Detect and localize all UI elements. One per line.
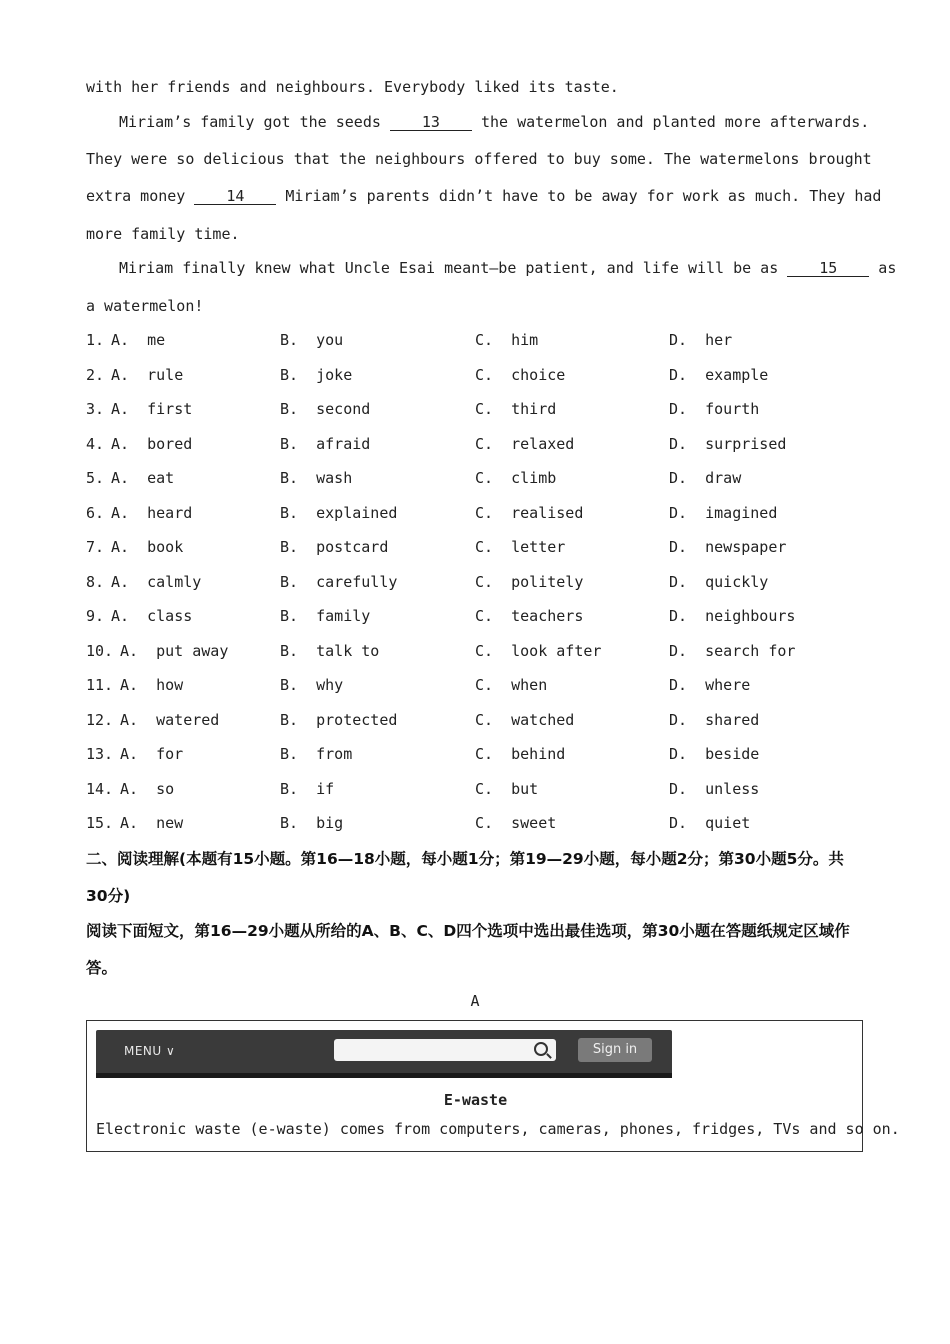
question-number: 6.: [86, 504, 105, 522]
option-c: C. watched: [475, 711, 575, 729]
question-number: 15.: [86, 814, 114, 832]
question-number: 5.: [86, 469, 105, 487]
option-b: B. wash: [280, 469, 353, 487]
question-number: 8.: [86, 573, 105, 591]
option-b: B. joke: [280, 366, 353, 384]
option-d: D. imagined: [669, 504, 778, 522]
passage-text: Miriam’s parents didn’t have to be away for work as much. They had: [276, 187, 882, 205]
passage-text: Miriam finally knew what Uncle Esai meant—be patient, and life will be as: [119, 259, 788, 277]
option-d: D. where: [669, 676, 751, 694]
option-b: B. talk to: [280, 642, 380, 660]
option-c: C. relaxed: [475, 435, 575, 453]
passage-text: as: [869, 259, 897, 277]
option-c: C. when: [475, 676, 548, 694]
question-number: 11.: [86, 676, 114, 694]
option-c: C. politely: [475, 573, 584, 591]
article-title: E-waste: [443, 1091, 508, 1109]
passage-line: a watermelon!: [86, 297, 204, 315]
option-c: C. realised: [475, 504, 584, 522]
option-b: B. big: [280, 814, 344, 832]
question-number: 7.: [86, 538, 105, 556]
passage-line: [119, 259, 896, 277]
option-b: B. afraid: [280, 435, 371, 453]
option-b: B. second: [280, 400, 371, 418]
section-heading-cont: 30分): [86, 887, 131, 905]
option-c: C. behind: [475, 745, 566, 763]
option-a: A. heard: [111, 504, 193, 522]
option-d: D. unless: [669, 780, 760, 798]
option-c: C. third: [475, 400, 557, 418]
option-d: D. draw: [669, 469, 742, 487]
question-number: 2.: [86, 366, 105, 384]
section-heading: 二、阅读理解(本题有15小题。第16—18小题，每小题1分；第19—29小题，每小题2分；第30小题5分。共: [86, 850, 844, 868]
nav-bar: [96, 1030, 672, 1078]
option-d: D. shared: [669, 711, 760, 729]
option-b: B. why: [280, 676, 344, 694]
option-c: C. letter: [475, 538, 566, 556]
menu-button[interactable]: MENU ∨: [124, 1044, 176, 1058]
option-a: A. how: [120, 676, 184, 694]
option-a: A. book: [111, 538, 184, 556]
option-a: A. so: [120, 780, 175, 798]
option-d: D. search for: [669, 642, 796, 660]
section-instructions-cont: 答。: [86, 959, 118, 977]
question-number: 13.: [86, 745, 114, 763]
question-number: 9.: [86, 607, 105, 625]
option-a: A. first: [111, 400, 193, 418]
option-b: B. explained: [280, 504, 398, 522]
passage-text: the watermelon and planted more afterwards.: [471, 113, 870, 131]
option-d: D. neighbours: [669, 607, 796, 625]
blank-15: 15: [787, 260, 869, 277]
option-a: A. eat: [111, 469, 175, 487]
question-number: 3.: [86, 400, 105, 418]
passage-line: more family time.: [86, 225, 240, 243]
question-number: 12.: [86, 711, 114, 729]
part-label: A: [470, 992, 480, 1010]
passage-line: with her friends and neighbours. Everybody liked its taste.: [86, 78, 619, 96]
option-d: D. her: [669, 331, 733, 349]
passage-text: Miriam’s family got the seeds: [119, 113, 390, 131]
option-c: C. teachers: [475, 607, 584, 625]
option-a: A. calmly: [111, 573, 202, 591]
search-icon[interactable]: [534, 1042, 548, 1056]
passage-line: [86, 187, 881, 205]
option-b: B. you: [280, 331, 344, 349]
passage-line: [119, 113, 869, 131]
option-c: C. sweet: [475, 814, 557, 832]
option-d: D. beside: [669, 745, 760, 763]
question-number: 1.: [86, 331, 105, 349]
nav-bar-shadow: [96, 1073, 672, 1078]
article-text: Electronic waste (e-waste) comes from computers, cameras, phones, fridges, TVs and so on.: [96, 1120, 900, 1138]
option-b: B. protected: [280, 711, 398, 729]
blank-14: 14: [194, 188, 276, 205]
option-d: D. example: [669, 366, 769, 384]
question-number: 14.: [86, 780, 114, 798]
option-c: C. choice: [475, 366, 566, 384]
option-b: B. from: [280, 745, 353, 763]
option-a: A. class: [111, 607, 193, 625]
option-a: A. me: [111, 331, 166, 349]
option-b: B. postcard: [280, 538, 389, 556]
option-d: D. quiet: [669, 814, 751, 832]
option-a: A. new: [120, 814, 184, 832]
option-a: A. put away: [120, 642, 229, 660]
passage-line: They were so delicious that the neighbours offered to buy some. The watermelons brought: [86, 150, 872, 168]
option-a: A. watered: [120, 711, 220, 729]
option-d: D. fourth: [669, 400, 760, 418]
passage-text: extra money: [86, 187, 195, 205]
option-b: B. if: [280, 780, 335, 798]
option-a: A. for: [120, 745, 184, 763]
option-c: C. but: [475, 780, 539, 798]
question-number: 10.: [86, 642, 114, 660]
option-c: C. him: [475, 331, 539, 349]
question-number: 4.: [86, 435, 105, 453]
option-a: A. bored: [111, 435, 193, 453]
option-c: C. look after: [475, 642, 602, 660]
option-d: D. surprised: [669, 435, 787, 453]
option-b: B. family: [280, 607, 371, 625]
option-b: B. carefully: [280, 573, 398, 591]
option-a: A. rule: [111, 366, 184, 384]
option-d: D. newspaper: [669, 538, 787, 556]
webpage-figure: [86, 1020, 900, 1152]
option-c: C. climb: [475, 469, 557, 487]
blank-13: 13: [390, 114, 472, 131]
section-instructions: 阅读下面短文，第16—29小题从所给的A、B、C、D四个选项中选出最佳选项，第30小题在答题纸规定区域作: [86, 922, 850, 940]
option-d: D. quickly: [669, 573, 769, 591]
search-input[interactable]: [334, 1039, 556, 1061]
sign-in-button[interactable]: Sign in: [578, 1038, 652, 1062]
